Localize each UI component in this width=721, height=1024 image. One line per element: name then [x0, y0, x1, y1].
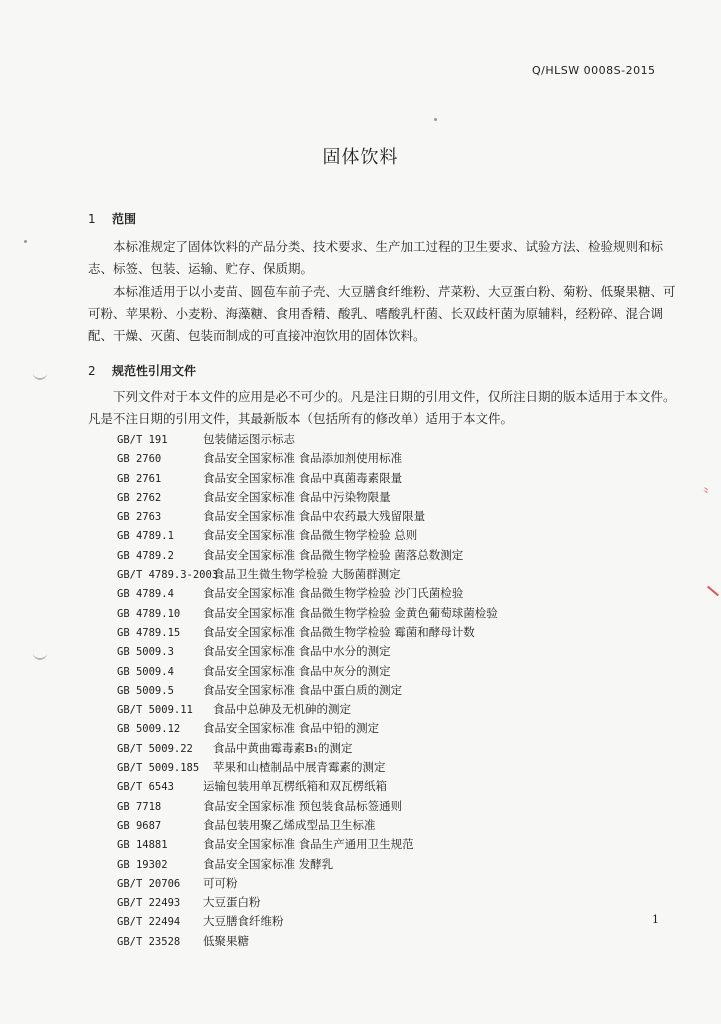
reference-code: GB 2763: [117, 511, 162, 524]
reference-title: 食品安全国家标准 发酵乳: [203, 856, 334, 871]
reference-title: 食品安全国家标准 食品中灰分的测定: [203, 663, 391, 678]
reference-title: 食品安全国家标准 食品中农药最大残留限量: [203, 509, 426, 524]
reference-row: [117, 912, 677, 931]
section-2-title: 规范性引用文件: [112, 364, 197, 378]
reference-code: GB/T 4789.3-2003: [117, 569, 219, 582]
reference-row: [117, 893, 677, 912]
section-1-paragraph-1: 本标准规定了固体饮料的产品分类、技术要求、生产加工过程的卫生要求、试验方法、检验规则和标志、标签、包装、运输、贮存、保质期。: [88, 239, 664, 276]
reference-row: [117, 855, 677, 874]
page-number: 1: [652, 913, 659, 926]
reference-title: 食品安全国家标准 食品微生物学检验 菌落总数测定: [203, 547, 464, 562]
reference-code: GB 2760: [117, 453, 162, 466]
reference-row: [117, 835, 677, 854]
reference-code: GB 2762: [117, 491, 162, 504]
reference-code: GB 5009.3: [117, 646, 174, 659]
reference-row: [117, 507, 677, 526]
reference-title: 食品中总砷及无机砷的测定: [213, 702, 351, 717]
reference-row: [117, 430, 677, 449]
reference-row: [117, 546, 677, 565]
reference-code: GB/T 22494: [117, 916, 181, 929]
reference-title: 可可粉: [203, 875, 238, 890]
reference-row: [117, 932, 677, 951]
reference-code: GB/T 5009.185: [117, 762, 200, 775]
reference-title: 食品安全国家标准 食品微生物学检验 沙门氏菌检验: [203, 586, 464, 601]
reference-title: 食品包装用聚乙烯成型品卫生标准: [203, 817, 376, 832]
reference-row: [117, 777, 677, 796]
reference-code: GB/T 22493: [117, 897, 181, 910]
reference-code: GB/T 5009.22: [117, 742, 193, 755]
reference-code: GB 2761: [117, 472, 162, 485]
reference-code: GB 4789.15: [117, 626, 181, 639]
reference-row: [117, 700, 677, 719]
reference-title: 食品安全国家标准 食品生产通用卫生规范: [203, 837, 414, 852]
reference-row: [117, 526, 677, 545]
reference-row: [117, 719, 677, 738]
section-1-title: 范围: [112, 212, 137, 226]
section-2-intro: 下列文件对于本文件的应用是必不可少的。凡是注日期的引用文件，仅所注日期的版本适用于本文件。凡是不注日期的引用文件，其最新版本（包括所有的修改单）适用于本文件。: [88, 389, 676, 426]
reference-code: GB 9687: [117, 819, 162, 832]
reference-title: 低聚果糖: [203, 933, 249, 948]
reference-row: [117, 758, 677, 777]
reference-row: [117, 662, 677, 681]
scan-speck: [24, 240, 27, 243]
reference-list: [117, 430, 677, 951]
reference-code: GB/T 6543: [117, 781, 174, 794]
reference-code: GB 4789.4: [117, 588, 174, 601]
reference-row: [117, 488, 677, 507]
reference-title: 食品卫生微生物学检验 大肠菌群测定: [213, 567, 401, 582]
reference-title: 运输包装用单瓦楞纸箱和双瓦楞纸箱: [203, 779, 387, 794]
reference-title: 食品安全国家标准 食品微生物学检验 总则: [203, 528, 418, 543]
reference-code: GB 5009.12: [117, 723, 181, 736]
reference-row: [117, 739, 677, 758]
reference-code: GB 5009.5: [117, 684, 174, 697]
reference-row: [117, 469, 677, 488]
reference-row: [117, 565, 677, 584]
edge-mark-line: [707, 586, 719, 597]
reference-title: 食品安全国家标准 食品添加剂使用标准: [203, 451, 403, 466]
reference-row: [117, 604, 677, 623]
reference-title: 食品安全国家标准 食品微生物学检验 金黄色葡萄球菌检验: [203, 605, 498, 620]
section-2-heading: [88, 362, 196, 379]
reference-title: 食品安全国家标准 食品中铅的测定: [203, 721, 380, 736]
reference-code: GB/T 20706: [117, 877, 181, 890]
reference-title: 包装储运图示标志: [203, 432, 295, 446]
reference-row: [117, 874, 677, 893]
reference-code: GB 4789.10: [117, 607, 181, 620]
reference-title: 食品中黄曲霉毒素B₁的测定: [213, 740, 353, 755]
reference-code: GB/T 23528: [117, 935, 181, 948]
standard-code: Q/HLSW 0008S-2015: [532, 64, 656, 77]
section-2-number: 2: [88, 364, 96, 378]
document-title: 固体饮料: [322, 147, 399, 168]
reference-code: GB/T 5009.11: [117, 704, 193, 717]
reference-title: 大豆蛋白粉: [203, 895, 261, 910]
reference-row: [117, 623, 677, 642]
punch-hole-mark: [33, 648, 47, 660]
reference-row: [117, 449, 677, 468]
reference-title: 食品安全国家标准 食品中污染物限量: [203, 489, 391, 504]
reference-title: 苹果和山楂制品中展青霉素的测定: [213, 760, 386, 775]
reference-code: GB 5009.4: [117, 665, 174, 678]
section-1-paragraph-2: 本标准适用于以小麦苗、圆苞车前子壳、大豆膳食纤维粉、芹菜粉、大豆蛋白粉、菊粉、低聚果糖、可可粉、苹果粉、小麦粉、海藻糖、食用香精、酸乳、嗜酸乳杆菌、长双歧杆菌为原辅料，经粉碎、混合调配、干燥、灭菌、包装而制成的可直接冲泡饮用的固体饮料。: [88, 284, 676, 343]
reference-title: 食品安全国家标准 预包装食品标签通则: [203, 798, 403, 813]
reference-code: GB/T 191: [117, 434, 168, 446]
scan-speck: [434, 118, 437, 121]
reference-title: 食品安全国家标准 食品中蛋白质的测定: [203, 682, 403, 697]
reference-code: GB 4789.1: [117, 530, 174, 543]
reference-title: 大豆膳食纤维粉: [203, 914, 284, 929]
reference-title: 食品安全国家标准 食品中水分的测定: [203, 644, 391, 659]
reference-row: [117, 797, 677, 816]
reference-code: GB 7718: [117, 800, 162, 813]
reference-row: [117, 681, 677, 700]
reference-code: GB 4789.2: [117, 549, 174, 562]
stamp-fragment: ⺀: [700, 486, 713, 500]
reference-title: 食品安全国家标准 食品微生物学检验 霉菌和酵母计数: [203, 624, 475, 639]
reference-row: [117, 642, 677, 661]
section-1-heading: [88, 210, 136, 227]
punch-hole-mark: [33, 368, 47, 380]
reference-title: 食品安全国家标准 食品中真菌毒素限量: [203, 470, 403, 485]
reference-row: [117, 816, 677, 835]
reference-code: GB 19302: [117, 858, 168, 871]
section-1-number: 1: [88, 212, 96, 226]
reference-code: GB 14881: [117, 839, 168, 852]
reference-row: [117, 584, 677, 603]
